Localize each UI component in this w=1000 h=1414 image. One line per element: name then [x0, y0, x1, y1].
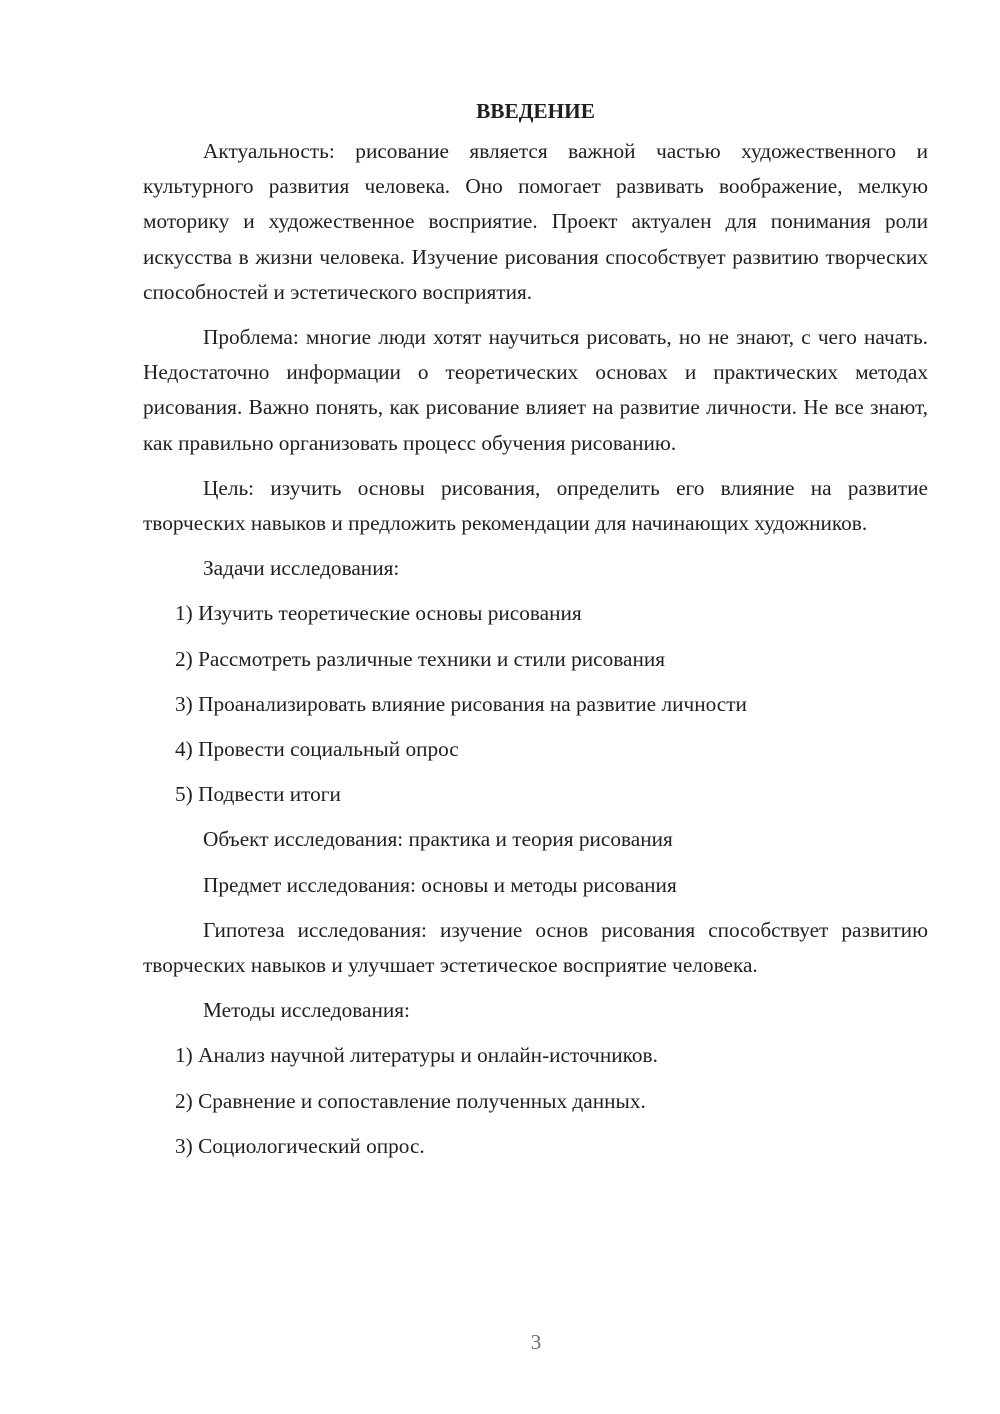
page-number: 3: [530, 1330, 542, 1354]
relevance-paragraph: Актуальность: рисование является важной частью художественного и культурного развития человека. Оно помогает развивать воображение, мелкую моторику и художественное восприятие. Проект актуален для понимания роли искусства в жизни человека. Изучение рисования способствует развитию творческих способностей и эстетического восприятия.: [143, 139, 928, 304]
list-item: 5) Подвести итоги: [175, 782, 341, 807]
tasks-title: Задачи исследования:: [203, 556, 400, 581]
list-item: 3) Социологический опрос.: [175, 1133, 425, 1158]
list-item: 4) Провести социальный опрос: [175, 737, 459, 762]
list-item: 2) Сравнение и сопоставление полученных данных.: [175, 1088, 646, 1113]
page-title: ВВЕДЕНИЕ: [476, 99, 595, 123]
problem-paragraph: Проблема: многие люди хотят научиться рисовать, но не знают, с чего начать. Недостаточно информации о теоретических основах и практических методах рисования. Важно понять, как рисование влияет на развитие личности. Не все знают, как правильно организовать процесс обучения рисованию.: [143, 325, 928, 455]
methods-title: Методы исследования:: [203, 998, 410, 1023]
object-line: Объект исследования: практика и теория рисования: [203, 827, 673, 852]
hypothesis-paragraph: Гипотеза исследования: изучение основ рисования способствует развитию творческих навыков и улучшает эстетическое восприятие человека.: [143, 917, 928, 978]
list-item: 1) Изучить теоретические основы рисования: [175, 601, 582, 626]
subject-line: Предмет исследования: основы и методы рисования: [203, 872, 677, 897]
list-item: 2) Рассмотреть различные техники и стили рисования: [175, 646, 666, 671]
document-page: [143, 96, 928, 1174]
list-item: 1) Анализ научной литературы и онлайн-источников.: [175, 1043, 658, 1068]
goal-paragraph: Цель: изучить основы рисования, определить его влияние на развитие творческих навыков и предложить рекомендации для начинающих художников.: [143, 475, 928, 536]
list-item: 3) Проанализировать влияние рисования на развитие личности: [175, 691, 747, 716]
